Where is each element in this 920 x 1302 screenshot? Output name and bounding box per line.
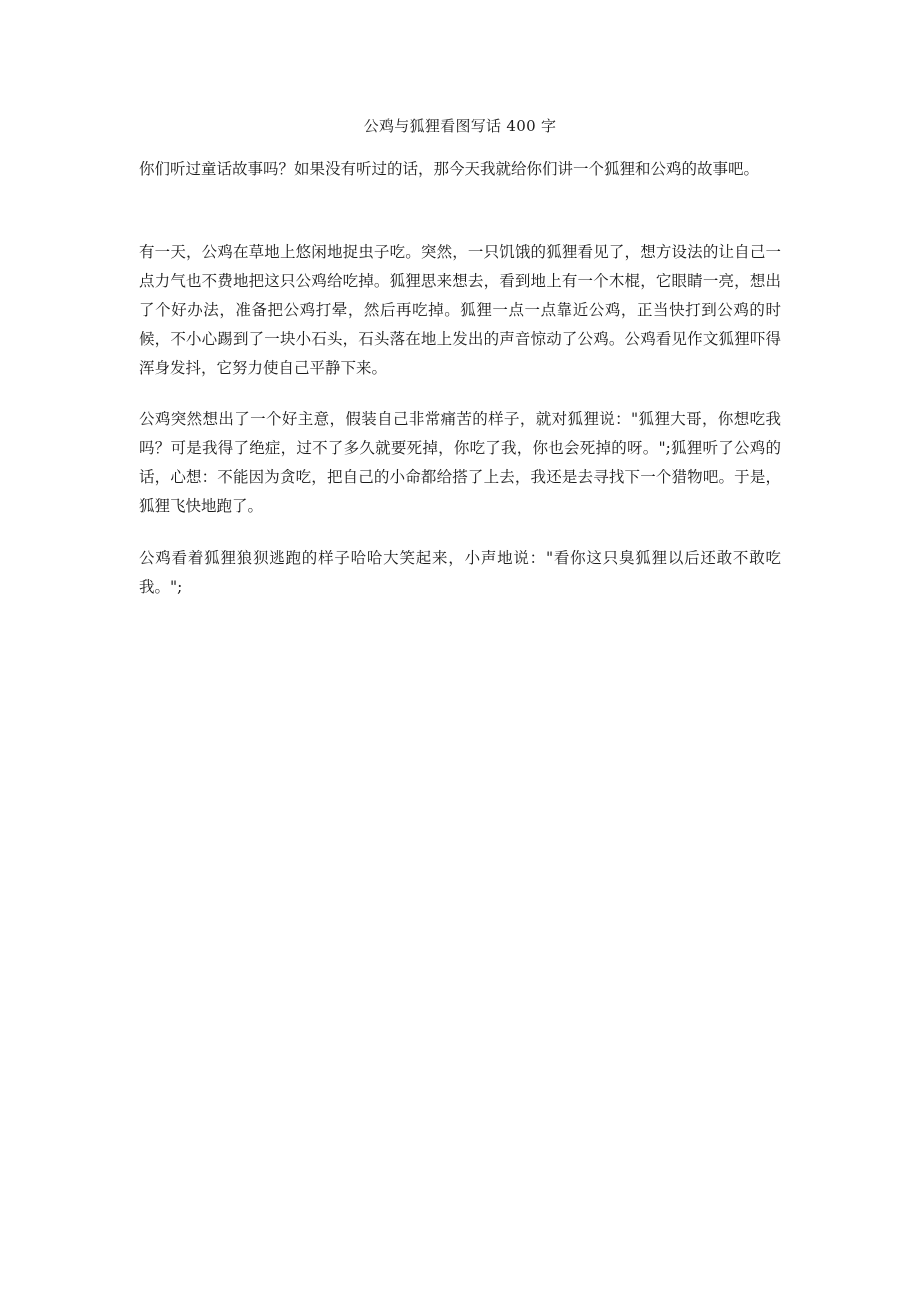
paragraph-ending: 公鸡看着狐狸狼狈逃跑的样子哈哈大笑起来，小声地说："看你这只臭狐狸以后还敢不敢吃我。"; xyxy=(139,549,781,596)
paragraph-rooster-trick: 公鸡突然想出了一个好主意，假装自己非常痛苦的样子，就对狐狸说："狐狸大哥，你想吃我吗？可是我得了绝症，过不了多久就要死掉，你吃了我，你也会死掉的呀。";狐狸听了公鸡的话，心想：不能因为贪吃，把自己的小命都给搭了上去，我还是去寻找下一个猎物吧。于是，狐狸飞快地跑了。 xyxy=(139,410,781,515)
paragraph-fox-approaches: 有一天，公鸡在草地上悠闲地捉虫子吃。突然，一只饥饿的狐狸看见了，想方设法的让自己一点力气也不费地把这只公鸡给吃掉。狐狸思来想去，看到地上有一个木棍，它眼睛一亮，想出了个好办法，准备把公鸡打晕，然后再吃掉。狐狸一点一点靠近公鸡，正当快打到公鸡的时候，不小心踢到了一块小石头，石头落在地上发出的声音惊动了公鸡。公鸡看见作文狐狸吓得浑身发抖，它努力使自己平静下来。 xyxy=(139,243,781,377)
paragraph-intro: 你们听过童话故事吗？如果没有听过的话，那今天我就给你们讲一个狐狸和公鸡的故事吧。 xyxy=(139,160,760,178)
document-title: 公鸡与狐狸看图写话 400 字 xyxy=(363,117,557,135)
